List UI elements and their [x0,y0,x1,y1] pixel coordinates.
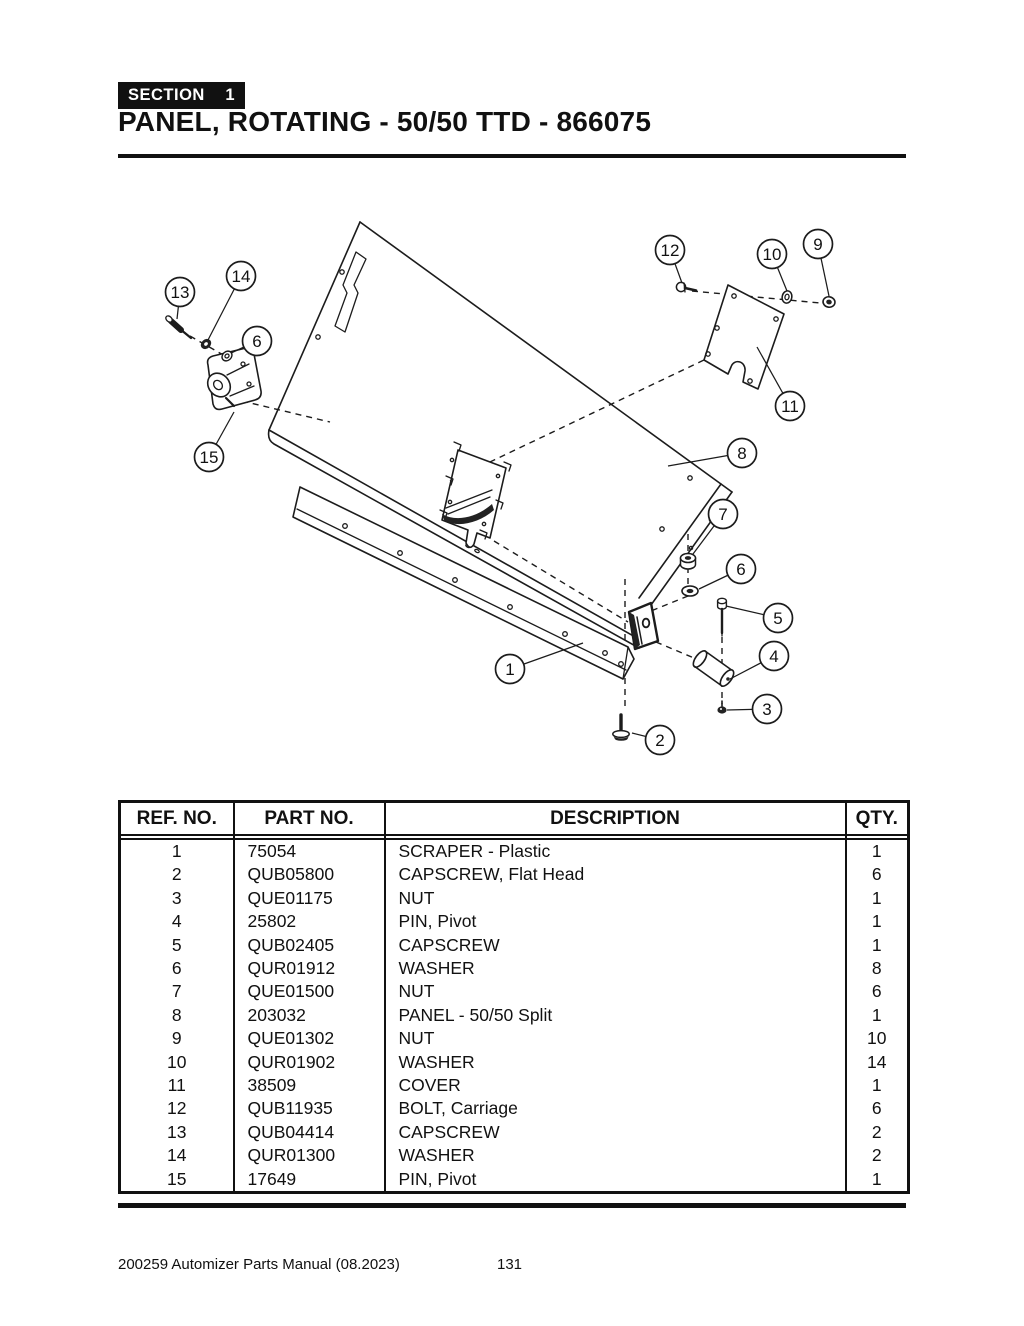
table-cell: QUB11935 [234,1097,385,1120]
table-cell: WASHER [385,957,846,980]
callout-number: 11 [781,397,799,416]
table-cell: 7 [120,980,234,1003]
washer-14 [199,337,213,351]
table-cell: QUB05800 [234,863,385,886]
table-row [120,910,909,933]
table-cell: 13 [120,1121,234,1144]
handle-slot [335,252,366,332]
table-cell: 6 [871,981,882,1002]
table-row [120,863,909,886]
table-header-row [120,802,909,836]
table-row [120,980,909,1003]
callout-number: 1 [505,660,515,679]
table-cell: QUR01912 [234,957,385,980]
table-cell: 12 [120,1097,234,1120]
callout-number: 8 [737,444,747,463]
table-cell: 9 [120,1027,234,1050]
washer-6-right [682,586,698,596]
table-cell: 1 [871,887,882,908]
callout-number: 9 [813,235,823,254]
table-cell: 2 [120,863,234,886]
table-cell: 3 [120,887,234,910]
table-cell: 1 [871,841,882,861]
callout-number: 15 [199,448,219,467]
table-cell: 203032 [234,1004,385,1027]
table-cell: 25802 [234,910,385,933]
table-cell: 11 [120,1074,234,1097]
table-cell: QUE01175 [234,887,385,910]
table-cell: 38509 [234,1074,385,1097]
table-cell: WASHER [385,1051,846,1074]
table-cell: 6 [120,957,234,980]
table-row [120,1027,909,1050]
table-cell: 8 [120,1004,234,1027]
table-cell: 1 [871,911,882,932]
callout-number: 13 [170,283,190,302]
table-cell: CAPSCREW [385,934,846,957]
table-row [120,1051,909,1074]
page-title: PANEL, ROTATING - 50/50 TTD - 866075 [118,106,652,137]
table-cell: 10 [867,1028,887,1049]
section-number: 1 [225,86,235,104]
table-cell: QUR01902 [234,1051,385,1074]
table-row [120,887,909,910]
table-row [120,1121,909,1144]
table-row [120,1168,909,1193]
table-cell: 8 [871,958,882,979]
callout-number: 10 [762,245,782,264]
center-clamp-bracket [440,442,511,547]
table-cell: WASHER [385,1144,846,1167]
table-cell: 6 [871,864,882,885]
table-row [120,957,909,980]
table-cell: 1 [120,839,234,863]
washer-10 [781,290,793,304]
column-header: QTY. [846,802,909,836]
callout-number: 2 [655,731,665,750]
callout-number: 12 [660,241,680,260]
table-cell: QUE01500 [234,980,385,1003]
table-cell: QUB02405 [234,934,385,957]
callout-number: 14 [231,267,251,286]
table-cell: 4 [120,910,234,933]
table-cell: 2 [871,1121,882,1142]
table-row [120,1144,909,1167]
section-badge [118,82,245,109]
table-row [120,839,909,863]
callout-number: 7 [718,505,728,524]
section-label: SECTION [128,86,205,104]
title-rule [118,154,906,158]
table-cell: 6 [871,1098,882,1119]
table-cell: 10 [120,1051,234,1074]
table-cell: QUB04414 [234,1121,385,1144]
capscrew-13 [165,315,191,338]
table-cell: CAPSCREW, Flat Head [385,863,846,886]
pivot-pin-4 [691,649,736,689]
column-header: REF. NO. [120,802,234,836]
table-cell: 14 [867,1051,887,1072]
nut-7 [681,554,696,570]
callout-number: 6 [736,560,746,579]
table-cell: 1 [871,1075,882,1096]
table-cell: 5 [120,934,234,957]
callout-number: 4 [769,647,779,666]
table-cell: NUT [385,887,846,910]
footer-page-number: 131 [497,1256,523,1273]
table-cell: 2 [871,1145,882,1166]
footer-rule [118,1203,906,1208]
table-cell: SCRAPER - Plastic [385,839,846,863]
parts-table-body [120,839,909,1193]
table-row [120,1097,909,1120]
nut-9 [822,296,836,309]
table-cell: 17649 [234,1168,385,1193]
table-row [120,934,909,957]
table-cell: 15 [120,1168,234,1193]
flat-head-capscrew-2 [613,715,630,741]
callout-number: 5 [773,609,783,628]
table-cell: BOLT, Carriage [385,1097,846,1120]
callout-number: 3 [762,700,772,719]
table-row [120,1004,909,1027]
table-cell: QUE01302 [234,1027,385,1050]
table-cell: QUR01300 [234,1144,385,1167]
table-cell: 1 [871,1004,882,1025]
exploded-parts-diagram [100,192,920,792]
table-cell: PIN, Pivot [385,1168,846,1193]
table-cell: CAPSCREW [385,1121,846,1144]
table-cell: 75054 [234,839,385,863]
column-header: PART NO. [234,802,385,836]
table-cell: 1 [871,934,882,955]
parts-table [118,800,910,1194]
capscrew-5 [718,598,727,636]
table-cell: 14 [120,1144,234,1167]
callout-number: 6 [252,332,262,351]
column-header: DESCRIPTION [385,802,846,836]
table-cell: 1 [871,1168,882,1189]
table-row [120,1074,909,1097]
footer-manual-id: 200259 Automizer Parts Manual (08.2023) [118,1256,400,1273]
table-cell: PANEL - 50/50 Split [385,1004,846,1027]
table-cell: COVER [385,1074,846,1097]
table-cell: NUT [385,1027,846,1050]
table-cell: NUT [385,980,846,1003]
nut-3 [717,701,726,714]
carriage-bolt-12 [676,282,696,292]
table-cell: PIN, Pivot [385,910,846,933]
